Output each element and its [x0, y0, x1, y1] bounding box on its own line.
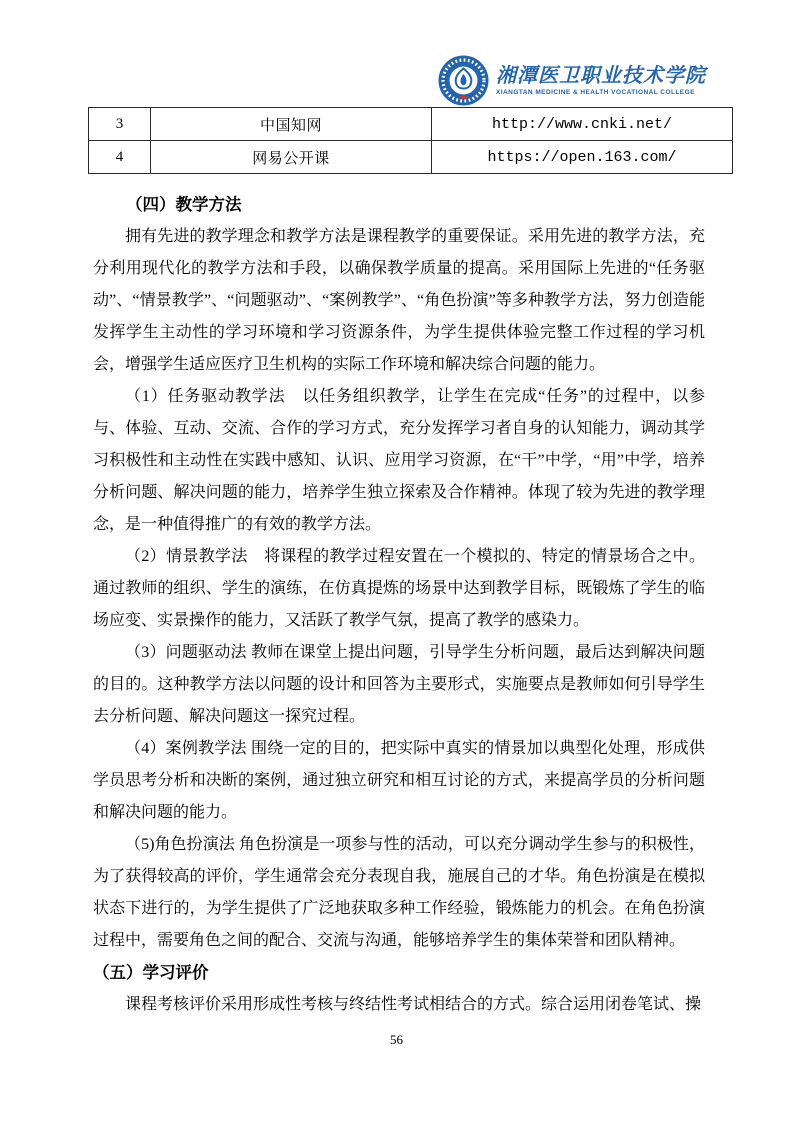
paragraph: （3）问题驱动法 教师在课堂上提出问题，引导学生分析问题，最后达到解决问题的目的。这种教学方法以问题的设计和回答为主要形式，实施要点是教师如何引导学生去分析问题、解决问题这一探究过程。	[93, 644, 705, 725]
paragraph: 课程考核评价采用形成性考核与终结性考试相结合的方式。综合运用闭卷笔试、操	[125, 996, 702, 1013]
paragraph: （1）任务驱动教学法 以任务组织教学，让学生在完成“任务”的过程中，以参与、体验、互动、交流、合作的学习方式，充分发挥学习者自身的认知能力，调动其学习积极性和主动性在实践中感知、认识、应用学习资源，在“干”中学，“用”中学，培养分析问题、解决问题的能力，培养学生独立探索及合作精神。体现了较为先进的教学理念，是一种值得推广的有效的教学方法。	[93, 388, 705, 533]
college-logo	[438, 55, 706, 106]
college-logo-text	[496, 64, 706, 97]
resource-name-cell: 网易公开课	[151, 141, 432, 174]
paragraph: （4）案例教学法 围绕一定的目的，把实际中真实的情景加以典型化处理，形成供学员思考分析和决断的案例，通过独立研究和相互讨论的方式，来提高学员的分析问题和解决问题的能力。	[93, 740, 705, 821]
row-index-cell: 4	[89, 141, 151, 174]
college-name-zh: 湘潭医卫职业技术学院	[496, 65, 706, 87]
document-body	[93, 189, 705, 1021]
college-name-en: XIANGTAN MEDICINE & HEALTH VOCATIONAL COLLEGE	[496, 89, 695, 96]
table-row	[89, 108, 733, 141]
resource-name-cell: 中国知网	[151, 108, 432, 141]
paragraph: 拥有先进的教学理念和教学方法是课程教学的重要保证。采用先进的教学方法，充分利用现代化的教学方法和手段，以确保教学质量的提高。采用国际上先进的“任务驱动”、“情景教学”、“问题驱动”、“案例教学”、“角色扮演”等多种教学方法，努力创造能发挥学生主动性的学习环境和学习资源条件，为学生提供体验完整工作过程的学习机会，增强学生适应医疗卫生机构的实际工作环境和解决综合问题的能力。	[93, 228, 705, 373]
resource-url-cell: http://www.cnki.net/	[432, 108, 733, 141]
section-heading-learning-evaluation: （五）学习评价	[93, 963, 209, 982]
section-heading-teaching-methods: （四）教学方法	[126, 195, 242, 214]
page-number: 56	[390, 1032, 403, 1047]
paragraph: （2）情景教学法 将课程的教学过程安置在一个模拟的、特定的情景场合之中。通过教师的组织、学生的演练，在仿真提炼的场景中达到教学目标，既锻炼了学生的临场应变、实景操作的能力，又活跃了教学气氛，提高了教学的感染力。	[93, 548, 705, 629]
table-row	[89, 141, 733, 174]
resource-url-cell: https://open.163.com/	[432, 141, 733, 174]
paragraph: （5)角色扮演法 角色扮演是一项参与性的活动，可以充分调动学生参与的积极性，为了获得较高的评价，学生通常会充分表现自我，施展自己的才华。角色扮演是在模拟状态下进行的，为学生提供了广泛地获取多种工作经验，锻炼能力的机会。在角色扮演过程中，需要角色之间的配合、交流与沟通，能够培养学生的集体荣誉和团队精神。	[93, 836, 705, 949]
online-resource-table	[88, 107, 733, 174]
college-logo-emblem-icon	[438, 55, 489, 106]
row-index-cell: 3	[89, 108, 151, 141]
